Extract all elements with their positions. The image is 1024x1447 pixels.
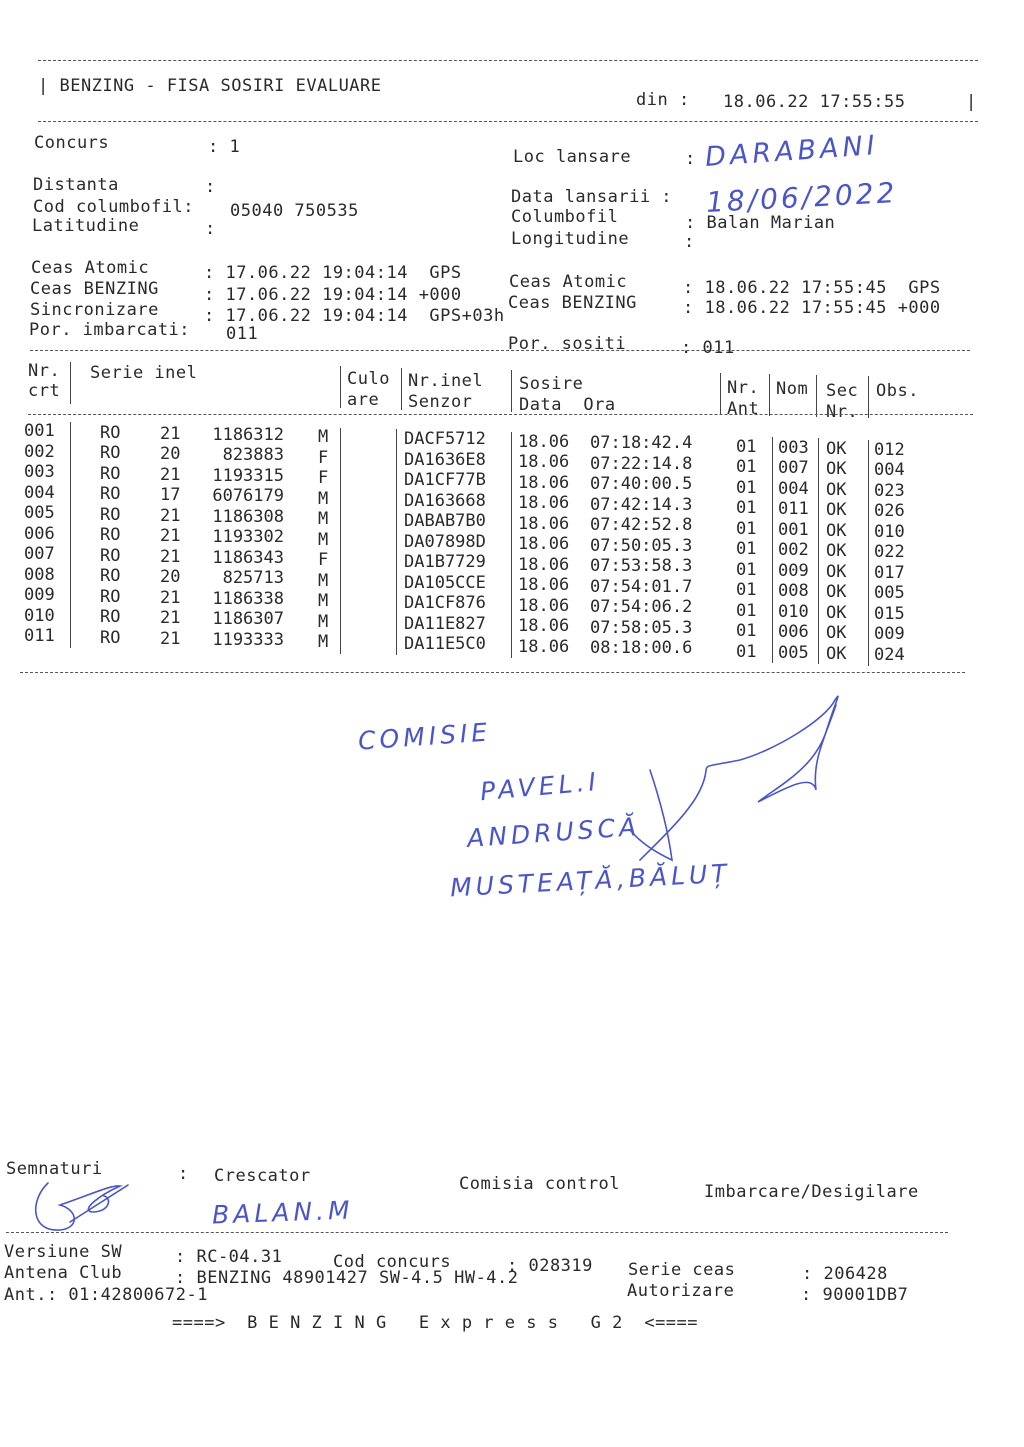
latitudine-label: Latitudine [32, 216, 140, 236]
row-sec: OK [826, 500, 847, 521]
row-arrival-date: 18.06 [518, 636, 570, 657]
row-antenna: 01 [736, 539, 757, 560]
row-nom: 009 [778, 560, 809, 581]
row-sensor-id: DA1CF77B [404, 470, 486, 491]
row-country: RO [100, 545, 121, 566]
row-sec: OK [826, 438, 847, 459]
cod-concurs-label: Cod concurs [333, 1252, 452, 1272]
row-number: 001 [24, 421, 55, 441]
handwritten-andrusca: ANDRUSCĂ [466, 811, 641, 854]
row-arrival-time: 07:54:06.2 [590, 597, 693, 618]
right-atomic-value: : 18.06.22 17:55:45 GPS [683, 278, 941, 298]
row-country: RO [100, 422, 121, 443]
row-antenna: 01 [736, 477, 757, 498]
loc-lansare-handwritten: DARABANI [704, 129, 880, 174]
commission-signature [630, 696, 838, 860]
row-arrival-date: 18.06 [518, 513, 570, 534]
row-sex: M [318, 529, 329, 550]
row-arrival-time: 07:18:42.4 [590, 433, 693, 454]
row-sex: M [318, 611, 329, 632]
imbarcare-label: Imbarcare/Desigilare [704, 1182, 919, 1202]
row-sensor-id: DA11E5C0 [404, 634, 486, 655]
antena-label: Antena Club [4, 1263, 123, 1283]
latitudine-value: : [205, 219, 216, 239]
row-country: RO [100, 586, 121, 607]
row-arrival-date: 18.06 [518, 616, 570, 637]
row-arrival-date: 18.06 [518, 493, 570, 514]
row-arrival-date: 18.06 [518, 575, 570, 596]
th-obs: Obs. [876, 381, 919, 401]
row-year: 21 [160, 423, 181, 444]
versiune-value: : RC-04.31 [175, 1247, 283, 1267]
concurs-value: : 1 [208, 137, 241, 157]
row-arrival-date: 18.06 [518, 554, 570, 575]
loc-lansare-label: Loc lansare [513, 147, 632, 167]
row-sex: M [318, 488, 329, 509]
row-ring-number: 1193315 [212, 465, 284, 486]
row-arrival-time: 08:18:00.6 [590, 638, 693, 659]
row-number: 011 [24, 626, 55, 646]
row-arrival-date: 18.06 [518, 452, 570, 473]
th-nrinel-2: Senzor [408, 392, 473, 412]
handwritten-musteata: MUSTEAȚĂ,BĂLUȚ [449, 858, 732, 903]
row-sex: F [318, 550, 329, 571]
right-benzing-label: Ceas BENZING [508, 293, 637, 313]
data-lansarii-handwritten: 18/06/2022 [705, 176, 899, 219]
row-number: 002 [24, 441, 55, 462]
th-ant-1: Nr. [727, 378, 760, 398]
row-nom: 004 [778, 478, 809, 499]
autorizare-value: : 90001DB7 [801, 1285, 909, 1305]
row-year: 21 [160, 546, 181, 567]
cod-columbofil-value: 05040 750535 [230, 201, 359, 221]
th-ant-2: Ant [727, 399, 760, 419]
data-lansarii-label: Data lansarii : [511, 187, 673, 207]
row-obs: 024 [874, 644, 905, 665]
row-arrival-time: 07:42:14.3 [590, 494, 693, 515]
row-sex: F [318, 468, 329, 489]
th-sosire-2: Data Ora [519, 395, 616, 415]
row-country: RO [100, 566, 121, 587]
header-end-bar: | [966, 92, 977, 112]
row-year: 21 [160, 505, 181, 526]
sositi-value: : 011 [681, 338, 735, 358]
row-sensor-id: DA1B7729 [404, 552, 486, 573]
row-sex: M [318, 509, 329, 530]
crescator-label: Crescator [214, 1166, 311, 1186]
row-sec: OK [826, 582, 847, 603]
th-nrinel-1: Nr.inel [408, 371, 484, 391]
row-sensor-id: DABAB7B0 [404, 511, 486, 532]
row-sex: M [318, 427, 329, 448]
th-sec-2: Nr. [826, 402, 859, 422]
report-date-label: din : [636, 90, 690, 110]
left-atomic-label: Ceas Atomic [31, 258, 150, 278]
row-nom: 001 [778, 519, 809, 540]
row-nom: 005 [778, 642, 809, 663]
antenna-id: Ant.: 01:42800672-1 [4, 1285, 208, 1305]
row-ring-number: 1186343 [212, 547, 284, 568]
row-sec: OK [826, 479, 847, 500]
row-sex: M [318, 632, 329, 653]
row-country: RO [100, 484, 121, 505]
semnaturi-label: Semnaturi [6, 1159, 103, 1179]
row-antenna: 01 [736, 580, 757, 601]
th-culoare-1: Culo [347, 369, 390, 389]
row-sensor-id: DA1CF876 [404, 593, 486, 614]
row-year: 21 [160, 587, 181, 608]
row-nom: 002 [778, 540, 809, 561]
row-arrival-date: 18.06 [518, 534, 570, 555]
row-arrival-time: 07:22:14.8 [590, 453, 693, 474]
row-sensor-id: DA163668 [404, 490, 486, 511]
semnaturi-colon: : [178, 1164, 189, 1184]
row-sensor-id: DA11E827 [404, 613, 486, 634]
row-number: 010 [24, 605, 55, 626]
row-ring-number: 6076179 [212, 486, 284, 507]
crescator-name-handwritten: BALAN.M [211, 1195, 354, 1230]
row-number: 009 [24, 585, 55, 605]
th-serie: Serie inel [90, 363, 198, 383]
row-ring-number: 1186338 [212, 588, 284, 609]
row-arrival-date: 18.06 [518, 472, 570, 493]
row-obs: 026 [874, 501, 905, 522]
imbarcati-label: Por. imbarcati: [29, 320, 191, 340]
row-sensor-id: DA105CCE [404, 572, 486, 593]
row-obs: 004 [874, 460, 905, 481]
row-ring-number: 1193333 [212, 629, 284, 650]
row-year: 21 [160, 526, 181, 547]
row-obs: 015 [874, 603, 905, 624]
distanta-label: Distanta [33, 175, 119, 195]
th-nr-2: crt [28, 381, 61, 401]
row-sex: M [318, 570, 329, 591]
row-year: 20 [160, 567, 181, 588]
row-sec: OK [826, 459, 847, 480]
row-number: 004 [24, 482, 55, 503]
sincronizare-value: : 17.06.22 19:04:14 GPS+03h [204, 306, 505, 326]
row-sensor-id: DACF5712 [404, 429, 486, 450]
serie-ceas-value: : 206428 [802, 1264, 888, 1284]
handwritten-pavel: PAVEL.I [478, 766, 601, 807]
row-sec: OK [826, 623, 847, 644]
autorizare-label: Autorizare [627, 1281, 735, 1301]
row-year: 17 [160, 485, 181, 506]
row-arrival-time: 07:50:05.3 [590, 535, 693, 556]
loc-lansare-colon: : [685, 149, 696, 169]
row-obs: 017 [874, 562, 905, 583]
comisia-control-label: Comisia control [459, 1174, 621, 1194]
row-sensor-id: DA07898D [404, 531, 486, 552]
row-country: RO [100, 463, 121, 484]
row-antenna: 01 [736, 559, 757, 580]
th-sosire-1: Sosire [519, 374, 584, 394]
row-sec: OK [826, 520, 847, 541]
serie-ceas-label: Serie ceas [628, 1260, 736, 1280]
row-ring-number: 823883 [222, 445, 284, 466]
antena-value: : BENZING 48901427 SW-4.5 HW-4.2 [175, 1268, 519, 1288]
row-number: 008 [24, 564, 55, 585]
imbarcati-value: 011 [226, 324, 259, 344]
right-atomic-label: Ceas Atomic [509, 272, 628, 292]
row-nom: 010 [778, 601, 809, 622]
footer-top-rule [6, 1232, 948, 1233]
distanta-value: : [205, 177, 216, 197]
row-country: RO [100, 627, 121, 648]
row-number: 005 [24, 503, 55, 523]
row-arrival-time: 07:54:01.7 [590, 576, 693, 597]
row-year: 21 [160, 608, 181, 629]
row-obs: 012 [874, 439, 905, 460]
row-nom: 007 [778, 458, 809, 479]
row-number: 006 [24, 523, 55, 544]
row-ring-number: 1186308 [212, 506, 284, 527]
handwritten-comisie: COMISIE [357, 717, 492, 756]
row-country: RO [100, 504, 121, 525]
row-number: 003 [24, 462, 55, 482]
sositi-label: Por. sositi [508, 334, 627, 354]
row-antenna: 01 [736, 621, 757, 642]
row-arrival-date: 18.06 [518, 431, 570, 452]
row-ring-number: 825713 [222, 568, 284, 589]
sincronizare-label: Sincronizare [30, 300, 159, 320]
row-obs: 023 [874, 480, 905, 501]
row-ring-number: 1193302 [212, 527, 284, 548]
left-benzing-label: Ceas BENZING [30, 279, 159, 299]
versiune-label: Versiune SW [4, 1242, 123, 1262]
report-date: 18.06.22 17:55:55 [723, 92, 906, 112]
row-arrival-time: 07:40:00.5 [590, 474, 693, 495]
row-sec: OK [826, 643, 847, 664]
right-benzing-value: : 18.06.22 17:55:45 +000 [683, 298, 941, 318]
row-arrival-time: 07:42:52.8 [590, 515, 693, 536]
th-culoare-2: are [347, 390, 380, 410]
columbofil-value: : Balan Marian [685, 213, 836, 233]
th-nr-1: Nr. [28, 361, 61, 381]
left-benzing-value: : 17.06.22 19:04:14 +000 [204, 285, 462, 305]
row-number: 007 [24, 544, 55, 564]
row-antenna: 01 [736, 436, 757, 457]
row-nom: 011 [778, 499, 809, 520]
concurs-label: Concurs [34, 133, 110, 153]
row-obs: 005 [874, 583, 905, 604]
row-arrival-time: 07:53:58.3 [590, 556, 693, 577]
row-country: RO [100, 607, 121, 628]
row-arrival-time: 07:58:05.3 [590, 617, 693, 638]
row-year: 21 [160, 464, 181, 485]
row-nom: 006 [778, 622, 809, 643]
row-year: 21 [160, 628, 181, 649]
row-arrival-date: 18.06 [518, 595, 570, 616]
th-sec-1: Sec [826, 381, 859, 401]
crescator-signature [36, 1183, 128, 1230]
row-year: 20 [160, 444, 181, 465]
row-sex: F [318, 447, 329, 468]
row-antenna: 01 [736, 498, 757, 519]
row-nom: 008 [778, 581, 809, 602]
longitudine-label: Longitudine [511, 229, 630, 249]
row-sec: OK [826, 602, 847, 623]
row-obs: 009 [874, 624, 905, 645]
report-title: | BENZING - FISA SOSIRI EVALUARE [38, 76, 382, 96]
left-atomic-value: : 17.06.22 19:04:14 GPS [204, 263, 462, 283]
longitudine-value: : [684, 232, 695, 252]
cod-columbofil-label: Cod columbofil: [33, 197, 195, 217]
th-nom: Nom [776, 379, 809, 399]
row-antenna: 01 [736, 518, 757, 539]
row-obs: 010 [874, 521, 905, 542]
row-sec: OK [826, 541, 847, 562]
row-sensor-id: DA1636E8 [404, 449, 486, 470]
cod-concurs-value: : 028319 [507, 1256, 593, 1276]
row-ring-number: 1186307 [212, 609, 284, 630]
row-country: RO [100, 443, 121, 464]
row-antenna: 01 [736, 641, 757, 662]
row-sex: M [318, 591, 329, 612]
row-ring-number: 1186312 [212, 424, 284, 445]
row-nom: 003 [778, 437, 809, 458]
row-obs: 022 [874, 542, 905, 563]
columbofil-label: Columbofil [511, 207, 619, 227]
row-sec: OK [826, 561, 847, 582]
benzing-express-banner: ====> B E N Z I N G E x p r e s s G 2 <==== [172, 1313, 699, 1333]
row-antenna: 01 [736, 457, 757, 478]
row-country: RO [100, 525, 121, 546]
row-antenna: 01 [736, 600, 757, 621]
